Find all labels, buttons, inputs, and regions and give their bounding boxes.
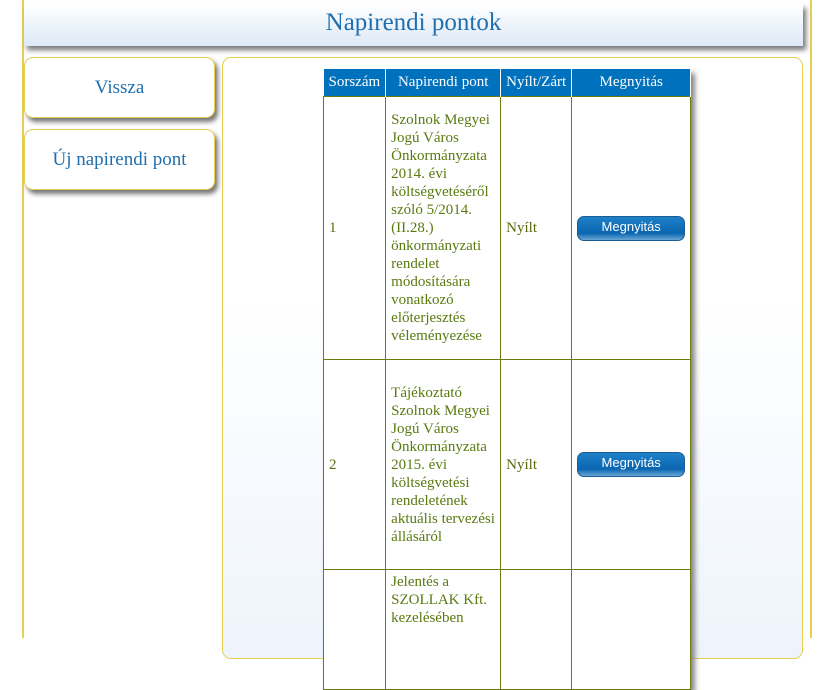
col-status: Nyílt/Zárt bbox=[501, 69, 572, 97]
row-title: Szolnok Megyei Jogú Város Önkormányzata 2014. évi költségvetéséről szóló 5/2014. (II.28.) önkormányzati rendelet módosítására vonatkozó előterjesztés véleményezése bbox=[386, 97, 501, 360]
table-header bbox=[324, 69, 691, 97]
row-status: Nyílt bbox=[501, 360, 572, 570]
row-title: Jelentés a SZOLLAK Kft. kezelésében bbox=[386, 570, 501, 690]
row-number: 2 bbox=[324, 360, 386, 570]
row-number: 1 bbox=[324, 97, 386, 360]
col-open: Megnyitás bbox=[572, 69, 691, 97]
table-row bbox=[324, 570, 691, 690]
open-button[interactable]: Megnyitás bbox=[577, 216, 685, 241]
open-button[interactable]: Megnyitás bbox=[577, 452, 685, 477]
table-row bbox=[324, 97, 691, 360]
table-row bbox=[324, 360, 691, 570]
row-number bbox=[324, 570, 386, 690]
col-number: Sorszám bbox=[324, 69, 386, 97]
agenda-table bbox=[323, 69, 691, 690]
col-title: Napirendi pont bbox=[386, 69, 501, 97]
row-status bbox=[501, 570, 572, 690]
back-button[interactable]: Vissza bbox=[24, 57, 215, 118]
row-open-cell bbox=[572, 570, 691, 690]
row-status: Nyílt bbox=[501, 97, 572, 360]
new-agenda-item-button[interactable]: Új napirendi pont bbox=[24, 129, 215, 190]
row-title: Tájékoztató Szolnok Megyei Jogú Város Önkormányzata 2015. évi költségvetési rendeletének aktuális tervezési állásáról bbox=[386, 360, 501, 570]
content-panel bbox=[222, 57, 803, 659]
page-title: Napirendi pontok bbox=[24, 4, 803, 46]
